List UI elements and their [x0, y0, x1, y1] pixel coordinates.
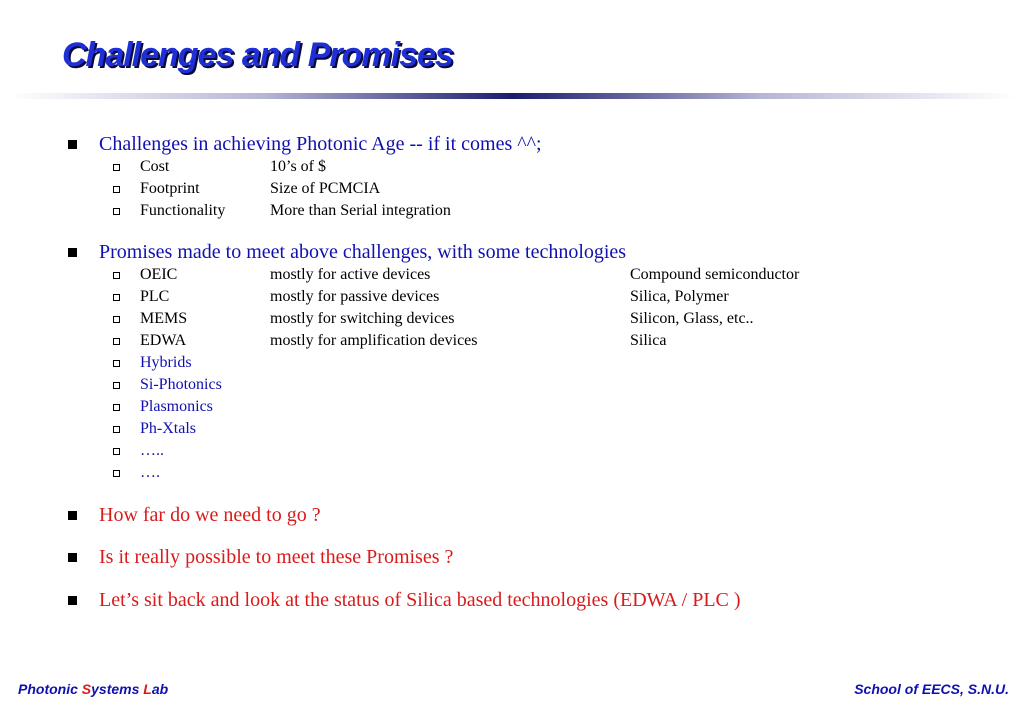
promise-desc: mostly for passive devices — [270, 288, 440, 305]
question-text: Let’s sit back and look at the status of Silica based technologies (EDWA / PLC ) — [99, 589, 741, 611]
promise-name: PLC — [140, 288, 170, 305]
challenge-name: Cost — [140, 158, 170, 175]
promise-material: Silica, Polymer — [630, 288, 729, 305]
slide-title: Challenges and Promises — [62, 36, 453, 74]
hollow-square-bullet-icon — [113, 382, 120, 389]
hollow-square-bullet-icon — [113, 470, 120, 477]
emerging-tech-label: Ph-Xtals — [140, 420, 196, 437]
footer-school: School of EECS, S.N.U. — [854, 681, 1009, 697]
promise-material: Compound semiconductor — [630, 266, 800, 283]
square-bullet-icon — [68, 596, 77, 605]
footer-lab-highlight: L — [143, 681, 152, 697]
hollow-square-bullet-icon — [113, 164, 120, 171]
promise-material: Silica — [630, 332, 667, 349]
question-text: Is it really possible to meet these Promises ? — [99, 546, 454, 568]
hollow-square-bullet-icon — [113, 294, 120, 301]
hollow-square-bullet-icon — [113, 404, 120, 411]
square-bullet-icon — [68, 553, 77, 562]
hollow-square-bullet-icon — [113, 448, 120, 455]
challenge-name: Functionality — [140, 202, 226, 219]
promise-name: EDWA — [140, 332, 187, 349]
emerging-tech-label: Hybrids — [140, 354, 192, 371]
square-bullet-icon — [68, 140, 77, 149]
promise-name: OEIC — [140, 266, 178, 283]
hollow-square-bullet-icon — [113, 272, 120, 279]
promise-desc: mostly for switching devices — [270, 310, 455, 327]
challenges-heading: Challenges in achieving Photonic Age -- if it comes ^^; — [99, 133, 542, 155]
ellipsis-label: …. — [140, 464, 160, 481]
promise-desc: mostly for amplification devices — [270, 332, 478, 349]
hollow-square-bullet-icon — [113, 316, 120, 323]
emerging-tech-label: Plasmonics — [140, 398, 213, 415]
promise-name: MEMS — [140, 310, 188, 327]
question-text: How far do we need to go ? — [99, 504, 321, 526]
promise-material: Silicon, Glass, etc.. — [630, 310, 754, 327]
challenge-desc: 10’s of $ — [270, 158, 326, 175]
hollow-square-bullet-icon — [113, 338, 120, 345]
square-bullet-icon — [68, 511, 77, 520]
emerging-tech-label: Si-Photonics — [140, 376, 222, 393]
ellipsis-label: ….. — [140, 442, 164, 459]
footer-lab-name — [18, 681, 168, 697]
challenge-desc: More than Serial integration — [270, 202, 451, 219]
hollow-square-bullet-icon — [113, 186, 120, 193]
footer-lab-part: ab — [151, 681, 169, 697]
footer-lab-part: ystems — [91, 681, 144, 697]
promises-heading: Promises made to meet above challenges, with some technologies — [99, 241, 627, 263]
hollow-square-bullet-icon — [113, 360, 120, 367]
footer-lab-highlight: S — [81, 681, 92, 697]
footer-lab-part: Photonic — [18, 681, 82, 697]
title-divider — [10, 93, 1015, 99]
promise-desc: mostly for active devices — [270, 266, 431, 283]
hollow-square-bullet-icon — [113, 208, 120, 215]
hollow-square-bullet-icon — [113, 426, 120, 433]
challenge-name: Footprint — [140, 180, 200, 197]
square-bullet-icon — [68, 248, 77, 257]
challenge-desc: Size of PCMCIA — [270, 180, 381, 197]
